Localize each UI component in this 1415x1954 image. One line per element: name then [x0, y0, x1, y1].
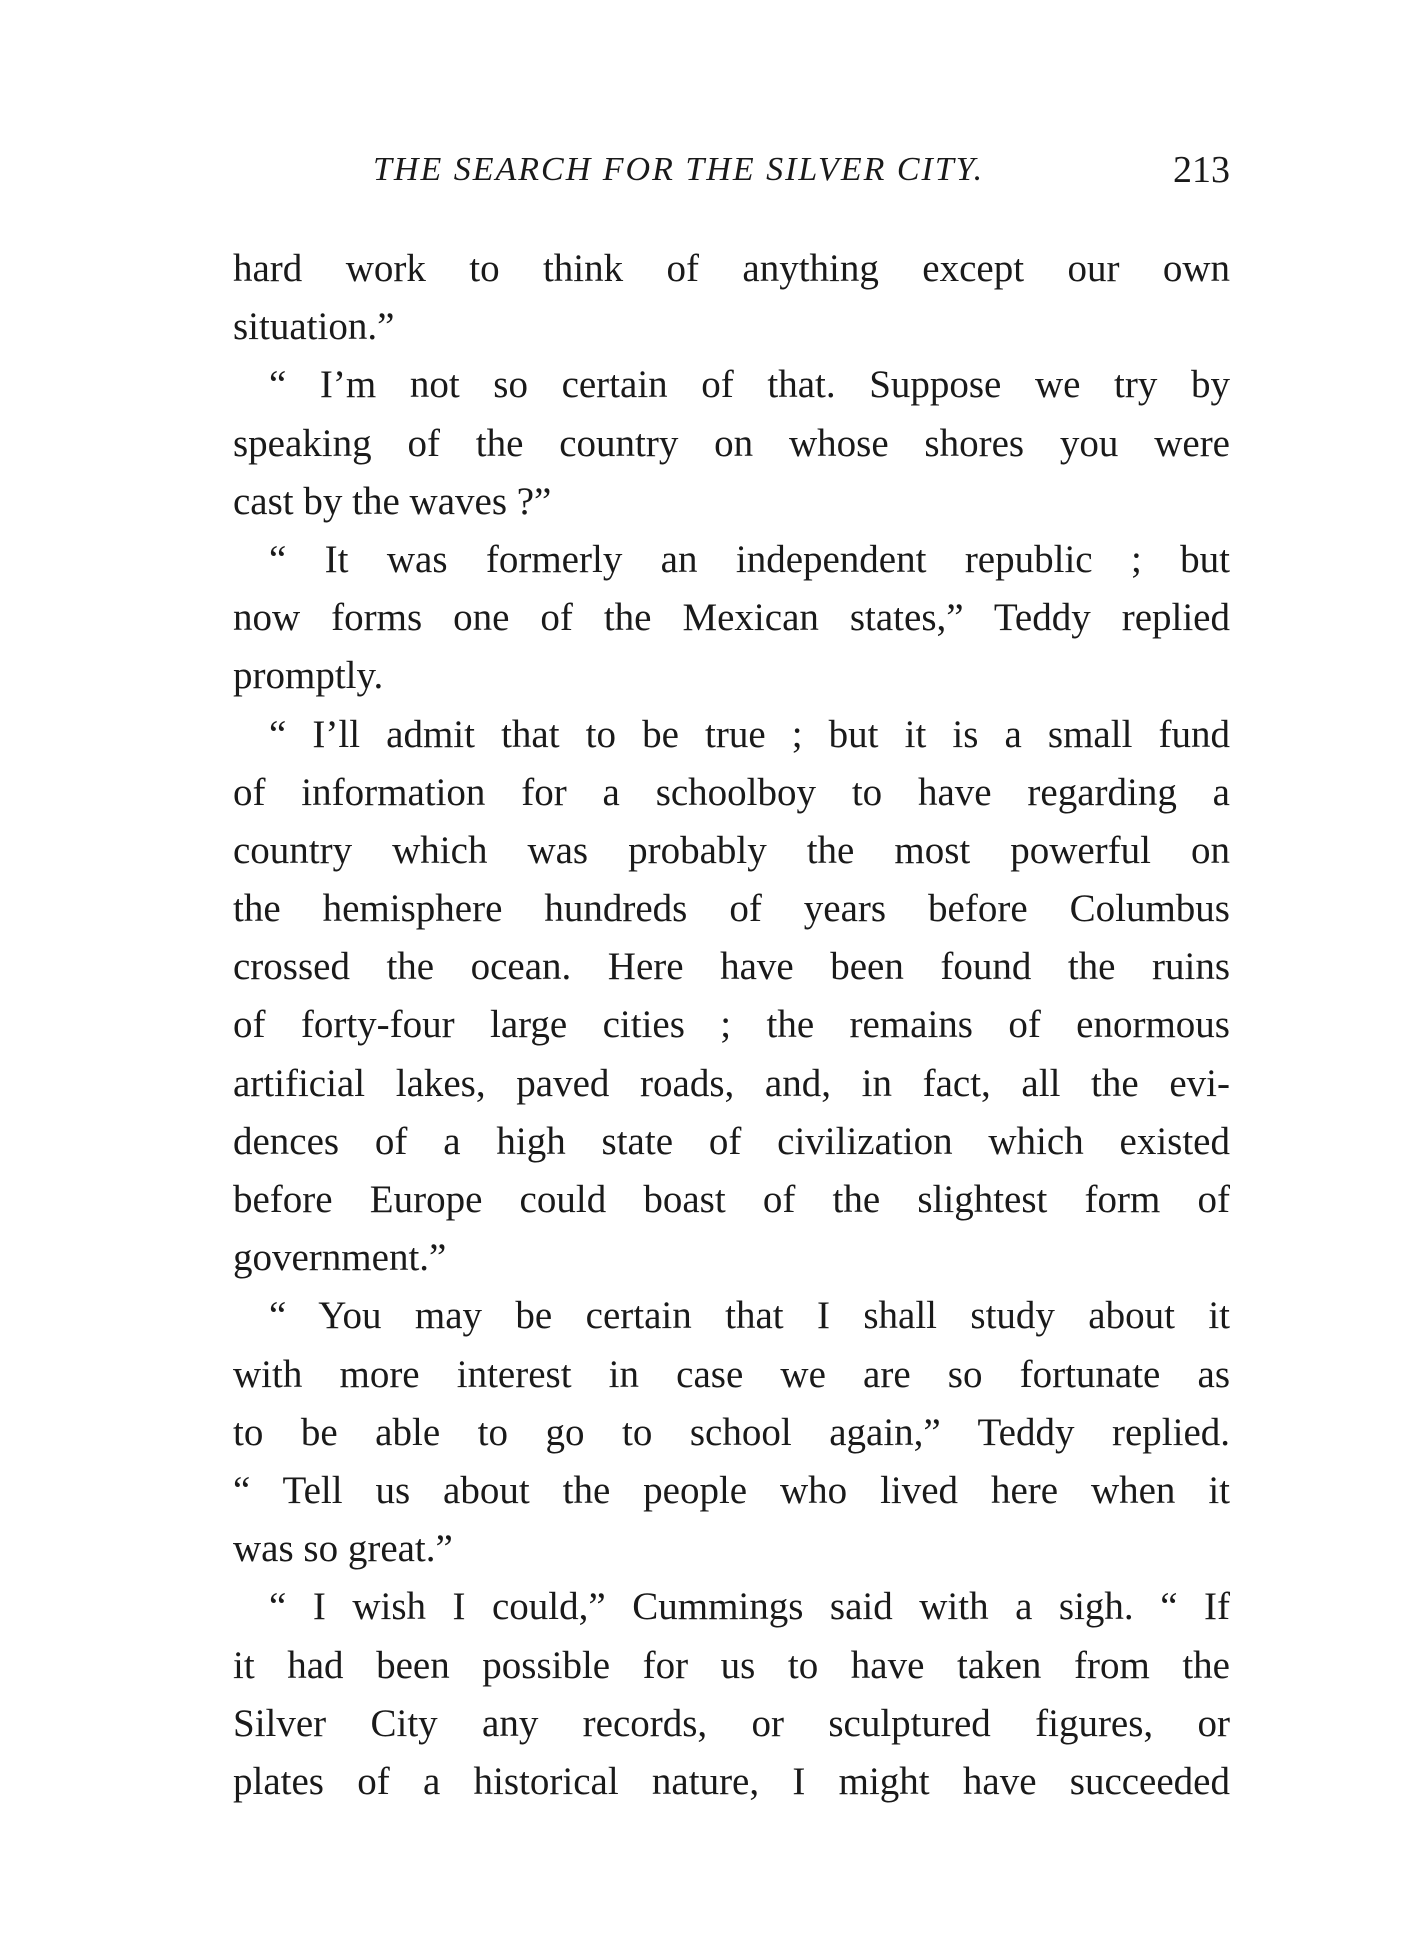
running-head	[233, 148, 1230, 198]
text-line: promptly.	[233, 654, 384, 698]
text-line: cast by the waves ?”	[233, 479, 552, 523]
text-line: speaking of the country on whose shores you were	[233, 421, 1230, 465]
text-line: “ I wish I could,” Cummings said with a sigh. “ If	[269, 1585, 1230, 1629]
text-line: was so great.”	[233, 1527, 453, 1571]
text-line: hard work to think of anything except our own	[233, 247, 1230, 290]
text-line: crossed the ocean. Here have been found the ruins	[233, 945, 1230, 989]
text-line: now forms one of the Mexican states,” Teddy replied	[233, 596, 1230, 640]
text-line: “ I’ll admit that to be true ; but it is a small fund	[269, 712, 1230, 756]
text-line: with more interest in case we are so fortunate as	[233, 1352, 1230, 1396]
text-line: before Europe could boast of the slightest form of	[233, 1178, 1230, 1221]
text-line: of information for a schoolboy to have regarding a	[233, 770, 1230, 814]
text-line: “ I’m not so certain of that. Suppose we try by	[269, 363, 1230, 407]
text-line: country which was probably the most powerful on	[233, 828, 1230, 872]
text-line: situation.”	[233, 305, 395, 349]
text-line: the hemisphere hundreds of years before Columbus	[233, 887, 1230, 931]
text-line: plates of a historical nature, I might have succeeded	[233, 1759, 1230, 1803]
text-line: it had been possible for us to have taken from the	[233, 1643, 1230, 1687]
running-title: THE SEARCH FOR THE SILVER CITY.	[373, 151, 985, 188]
text-line: artificial lakes, paved roads, and, in fact, all the evi-	[233, 1061, 1230, 1105]
text-line: government.”	[233, 1236, 447, 1280]
text-line: dences of a high state of civilization which existed	[233, 1119, 1230, 1163]
body-text	[233, 240, 1230, 1811]
text-line: “ You may be certain that I shall study about it	[269, 1294, 1230, 1338]
text-line: “ It was formerly an independent republic ; but	[269, 537, 1230, 581]
text-line: Silver City any records, or sculptured figures, or	[233, 1701, 1230, 1745]
text-line: to be able to go to school again,” Teddy replied.	[233, 1410, 1230, 1454]
page-number: 213	[1173, 149, 1230, 191]
text-line: of forty-four large cities ; the remains of enormous	[233, 1003, 1230, 1047]
text-line: “ Tell us about the people who lived here when it	[233, 1468, 1230, 1512]
